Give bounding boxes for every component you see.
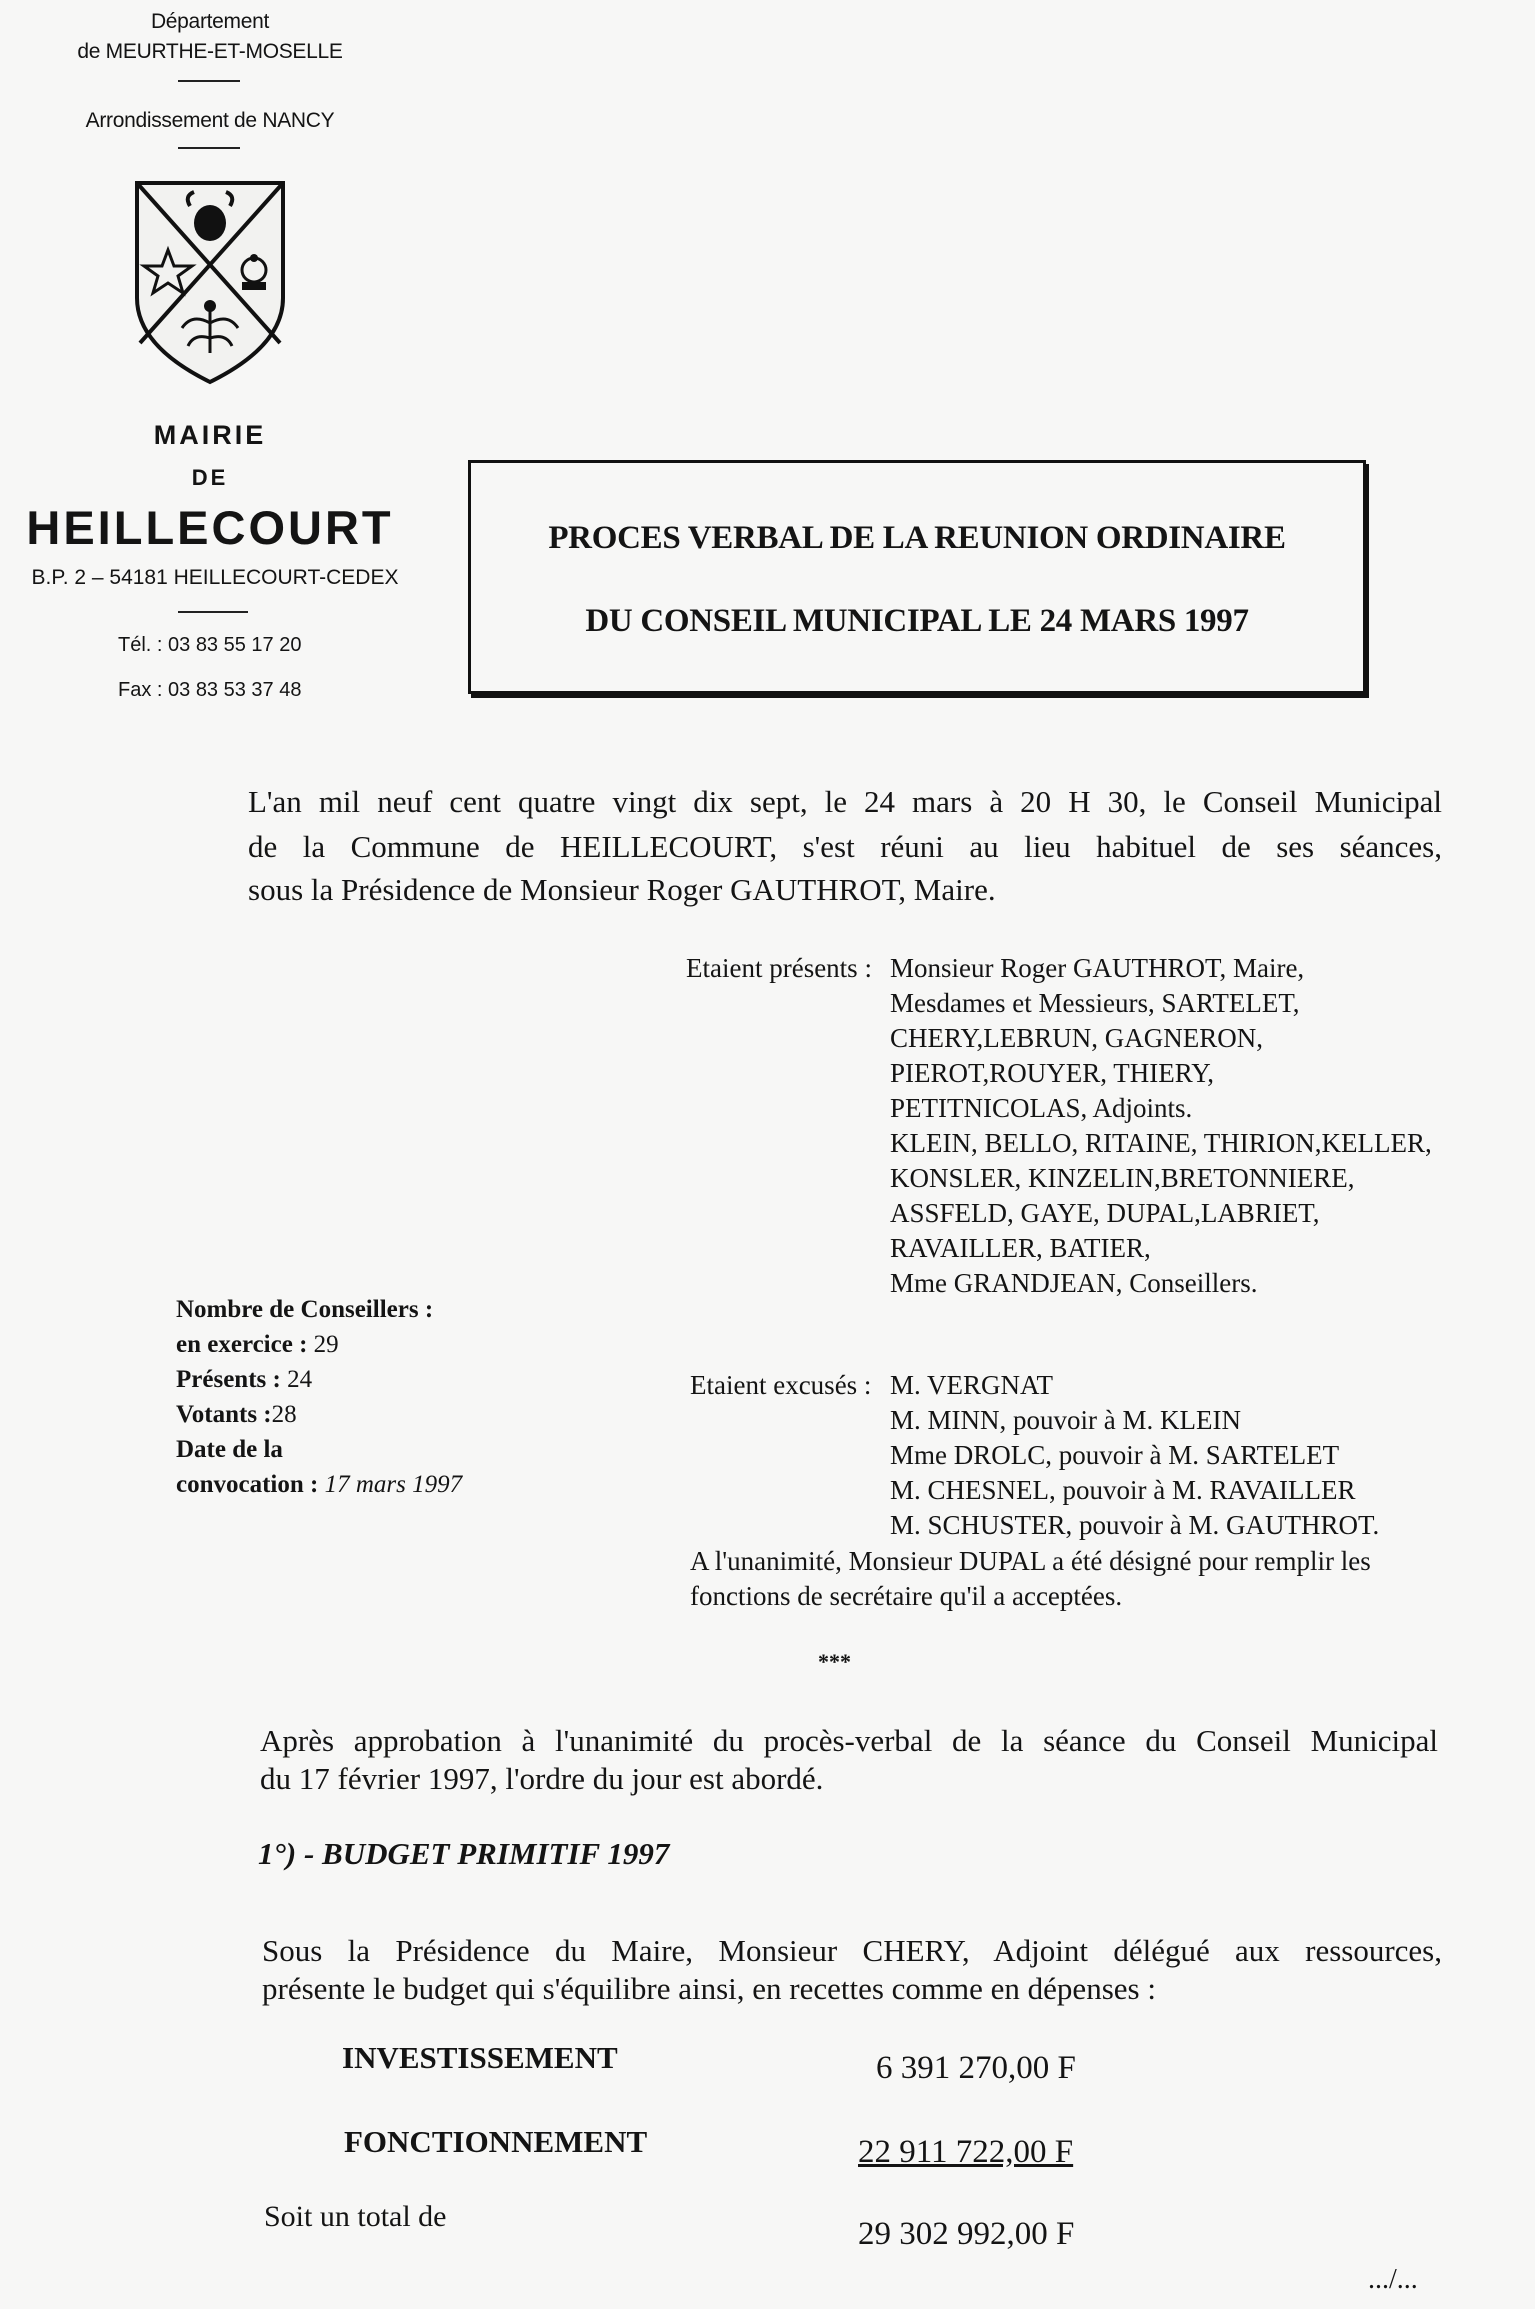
excused-label: Etaient excusés : — [690, 1370, 872, 1400]
budget-value-investissement: 6 391 270,00 F — [876, 2050, 1076, 2086]
section-line: Sous la Présidence du Maire, Monsieur CHERY, Adjoint délégué aux ressources, — [262, 1933, 1442, 1968]
list-item: KONSLER, KINZELIN,BRETONNIERE, — [890, 1163, 1355, 1193]
intro-line: de la Commune de HEILLECOURT, s'est réuni au lieu habituel de ses séances, — [248, 829, 1442, 864]
stats-value: 28 — [271, 1401, 297, 1428]
stats-label: Présents : — [176, 1366, 281, 1393]
stats-label: Votants : — [176, 1401, 272, 1428]
list-item: M. VERGNAT — [890, 1370, 1054, 1400]
budget-label-total: Soit un total de — [264, 2200, 447, 2233]
list-item: PETITNICOLAS, Adjoints. — [890, 1093, 1193, 1123]
header-divider — [178, 80, 240, 82]
secretary-line: fonctions de secrétaire qu'il a acceptées. — [690, 1581, 1123, 1611]
list-item: CHERY,LEBRUN, GAGNERON, — [890, 1023, 1264, 1053]
list-item: KLEIN, BELLO, RITAINE, THIRION,KELLER, — [890, 1128, 1432, 1158]
list-item: Mesdames et Messieurs, SARTELET, — [890, 988, 1300, 1018]
list-item: ASSFELD, GAYE, DUPAL,LABRIET, — [890, 1198, 1320, 1228]
section-line: présente le budget qui s'équilibre ainsi, en recettes comme en dépenses : — [262, 1971, 1156, 2006]
title-line-2: DU CONSEIL MUNICIPAL LE 24 MARS 1997 — [585, 603, 1249, 639]
header-divider — [178, 611, 248, 613]
fax: Fax : 03 83 53 37 48 — [118, 679, 302, 701]
budget-label-investissement: INVESTISSEMENT — [342, 2040, 618, 2075]
commune-name: HEILLECOURT — [26, 501, 394, 554]
list-item: M. SCHUSTER, pouvoir à M. GAUTHROT. — [890, 1510, 1380, 1540]
list-item: Monsieur Roger GAUTHROT, Maire, — [890, 953, 1305, 983]
budget-value-total: 29 302 992,00 F — [858, 2216, 1075, 2252]
de-label: DE — [191, 465, 229, 490]
approval-line: du 17 février 1997, l'ordre du jour est abordé. — [260, 1761, 824, 1796]
telephone: Tél. : 03 83 55 17 20 — [118, 634, 302, 656]
list-item: M. CHESNEL, pouvoir à M. RAVAILLER — [890, 1475, 1356, 1505]
stats-row-convocation — [176, 1467, 462, 1502]
excused-list — [890, 1368, 1379, 1543]
header-divider — [178, 147, 240, 149]
stats-row-exercice — [176, 1327, 462, 1362]
stats-label: en exercice : — [176, 1331, 308, 1358]
approval-line: Après approbation à l'unanimité du procès-verbal de la séance du Conseil Municipal — [260, 1723, 1438, 1758]
stats-label: Date de la — [176, 1436, 283, 1463]
secretary-line: A l'unanimité, Monsieur DUPAL a été désigné pour remplir les — [690, 1546, 1371, 1576]
list-item: PIEROT,ROUYER, THIERY, — [890, 1058, 1215, 1088]
department-label: Département — [150, 10, 270, 33]
separator: *** — [818, 1649, 851, 1674]
continuation-mark: .../... — [1368, 2264, 1418, 2295]
stats-value: 17 mars 1997 — [324, 1471, 463, 1498]
section-heading: 1°) - BUDGET PRIMITIF 1997 — [258, 1836, 670, 1871]
title-box — [468, 460, 1366, 694]
department-name: de MEURTHE-ET-MOSELLE — [77, 40, 343, 63]
present-list — [890, 951, 1432, 1301]
postal-address: B.P. 2 – 54181 HEILLECOURT-CEDEX — [31, 566, 399, 589]
present-label: Etaient présents : — [686, 953, 872, 983]
mairie-label: MAIRIE — [153, 420, 267, 450]
council-stats — [176, 1292, 462, 1502]
stats-label: convocation : — [176, 1471, 319, 1498]
intro-line: L'an mil neuf cent quatre vingt dix sept, le 24 mars à 20 H 30, le Conseil Municipal — [248, 784, 1442, 819]
stats-value: 24 — [287, 1366, 313, 1393]
stats-heading: Nombre de Conseillers : — [176, 1296, 434, 1323]
stats-value: 29 — [313, 1331, 339, 1358]
budget-value-fonctionnement: 22 911 722,00 F — [858, 2134, 1074, 2170]
arrondissement: Arrondissement de NANCY — [85, 109, 335, 132]
list-item: RAVAILLER, BATIER, — [890, 1233, 1151, 1263]
budget-label-fonctionnement: FONCTIONNEMENT — [344, 2124, 648, 2159]
title-line-1: PROCES VERBAL DE LA REUNION ORDINAIRE — [548, 520, 1286, 556]
list-item: M. MINN, pouvoir à M. KLEIN — [890, 1405, 1241, 1435]
stats-row-presents — [176, 1362, 462, 1397]
stats-row-votants — [176, 1397, 462, 1432]
coat-of-arms-icon — [132, 178, 288, 388]
intro-line: sous la Présidence de Monsieur Roger GAUTHROT, Maire. — [248, 872, 996, 907]
list-item: Mme GRANDJEAN, Conseillers. — [890, 1268, 1258, 1298]
list-item: Mme DROLC, pouvoir à M. SARTELET — [890, 1440, 1340, 1470]
